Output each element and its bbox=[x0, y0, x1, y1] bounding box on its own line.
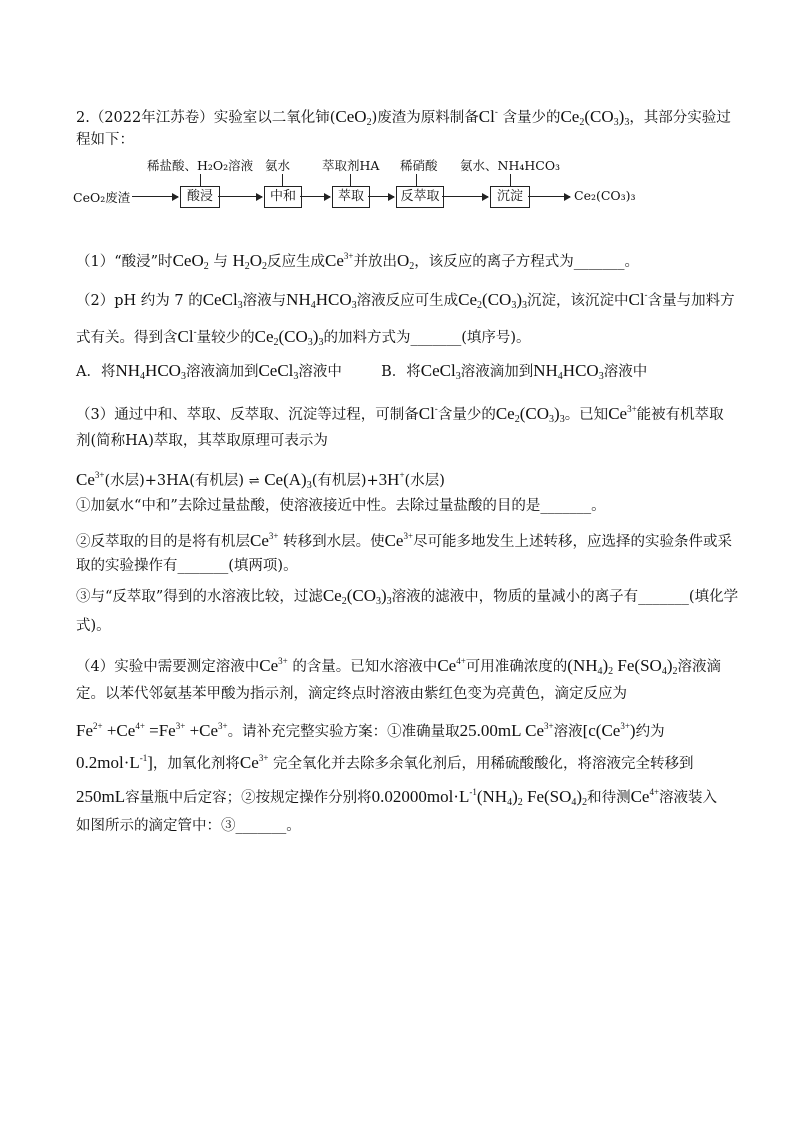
reagent-connector bbox=[350, 174, 351, 186]
reagent-label: 稀硝酸 bbox=[400, 158, 438, 173]
equilibrium-arrow-icon: ⇌ bbox=[248, 474, 260, 489]
flow-arrow bbox=[300, 196, 330, 197]
step-box: 沉淀 bbox=[490, 186, 530, 208]
reagent-connector bbox=[510, 174, 511, 186]
question-part-3-sub1: ①加氨水“中和”去除过量盐酸，使溶液接近中性。去除过量盐酸的目的是_______。 bbox=[76, 498, 606, 514]
flow-end-label: Ce₂(CO₃)₃ bbox=[574, 188, 636, 203]
question-intro-line1: 2.（2022年江苏卷）实验室以二氧化铈(CeO$_2$)废渣为原料制备Cl- 含量少的$Ce_2(CO_3)_3$，其部分实验过 bbox=[76, 107, 731, 128]
question-part-3-sub2-line1: ②反萃取的目的是将有机层$Ce^{3+}$ 转移到水层。使$Ce^{3+}$尽可能多地发生上述转移，应选择的实验条件或采 bbox=[76, 531, 733, 550]
flow-start-label: CeO₂废渣 bbox=[73, 190, 131, 205]
reagent-connector bbox=[282, 174, 283, 186]
option-a: A．将$NH_4HCO_3$溶液滴加到CeCl$_3$溶液中 bbox=[76, 361, 342, 382]
flow-arrow bbox=[528, 196, 570, 197]
step-box: 萃取 bbox=[332, 186, 370, 208]
question-part-3-sub2-line2: 取的实验操作有_______(填两项)。 bbox=[76, 558, 298, 574]
reagent-connector bbox=[200, 174, 201, 186]
reagent-label: 氨水、NH₄HCO₃ bbox=[460, 158, 561, 173]
step-box: 酸浸 bbox=[180, 186, 220, 208]
question-part-4-line1: （4）实验中需要测定溶液中$Ce^{3+}$ 的含量。已知水溶液中$Ce^{4+}$可用准确浓度的$(NH_4)_2$ $Fe(SO_4)_2$溶液滴 bbox=[76, 656, 721, 677]
question-part-3-line2: 剂(简称HA)萃取，其萃取原理可表示为 bbox=[76, 433, 328, 449]
question-part-1: （1）“酸浸”时CeO$_2$ 与 $H_2O_2$反应生成$Ce^{3+}$并放出$O_2$，该反应的离子方程式为_______。 bbox=[76, 251, 640, 272]
reagent-label: 萃取剂HA bbox=[322, 158, 380, 173]
question-part-4-line5: 250mL容量瓶中后定容；②按规定操作分别将$0.02000mol\cdot L^{-1}(NH_4)_2$ $Fe(SO_4)_2$和待测$Ce^{4+}$溶液装入 bbox=[76, 787, 718, 808]
options-row bbox=[76, 361, 647, 387]
question-part-2-line2: 式有关。得到含Cl-量较少的$Ce_2(CO_3)_3$的加料方式为_______(填序号)。 bbox=[76, 327, 531, 348]
question-part-4-line4: $0.2mol\cdot L^{-1}$]，加氧化剂将$Ce^{3+}$ 完全氧化并去除多余氧化剂后，用稀硫酸酸化，将溶液完全转移到 bbox=[76, 753, 694, 772]
flow-arrow bbox=[132, 196, 178, 197]
question-part-4-line6: 如图所示的滴定管中：③_______。 bbox=[76, 818, 301, 834]
question-part-4-line2: 定。以苯代邻氨基苯甲酸为指示剂，滴定终点时溶液由紫红色变为亮黄色，滴定反应为 bbox=[76, 686, 627, 702]
step-box: 中和 bbox=[264, 186, 302, 208]
question-part-4-line3: $Fe^{2+} +Ce^{4+} =Fe^{3+} +Ce^{3+}$。请补充完整实验方案：①准确量取25.00mL $Ce^{3+}$溶液[$c(Ce^{3+})$约为 bbox=[76, 721, 665, 740]
question-part-3-line1: （3）通过中和、萃取、反萃取、沉淀等过程，可制备Cl-含量少的$Ce_2(CO_3)_3$。已知$Ce^{3+}$能被有机萃取 bbox=[76, 404, 724, 425]
question-intro-line2: 程如下： bbox=[76, 132, 134, 148]
extraction-equation: $Ce^{3+}$(水层)+3HA(有机层) ⇌ $Ce(A)_3$(有机层)+3H+(水层) bbox=[76, 470, 445, 491]
reagent-connector bbox=[416, 174, 417, 186]
process-flow-diagram bbox=[60, 150, 680, 220]
flow-arrow bbox=[442, 196, 488, 197]
flow-arrow bbox=[368, 196, 394, 197]
reagent-label: 氨水 bbox=[265, 158, 291, 173]
reagent-label: 稀盐酸、H₂O₂溶液 bbox=[147, 158, 254, 173]
question-part-3-sub3-line1: ③与“反萃取”得到的水溶液比较，过滤$Ce_2(CO_3)_3$溶液的滤液中，物质的量减小的离子有_______(填化学 bbox=[76, 586, 739, 607]
question-part-2-line1: （2）pH 约为 7 的CeCl$_3$溶液与$NH_4HCO_3$溶液反应可生成$Ce_2(CO_3)_3$沉淀，该沉淀中Cl-含量与加料方 bbox=[76, 290, 735, 311]
question-part-3-sub3-line2: 式)。 bbox=[76, 618, 111, 634]
flow-arrow bbox=[218, 196, 262, 197]
option-b: B．将CeCl$_3$溶液滴加到$NH_4HCO_3$溶液中 bbox=[381, 361, 648, 382]
step-box: 反萃取 bbox=[396, 186, 444, 208]
